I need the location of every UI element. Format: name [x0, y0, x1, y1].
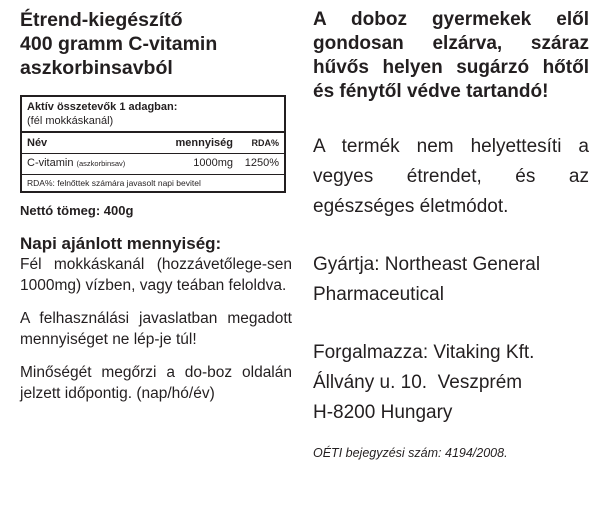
- nutrition-footnote: RDA%: felnőttek számára javasolt napi bevitel: [27, 178, 201, 188]
- title-line-2: 400 gramm C-vitamin: [20, 33, 218, 55]
- distributor-line-2: Állvány u. 10. Veszprém: [313, 372, 523, 393]
- nutrient-amount: 1000mg: [193, 157, 233, 169]
- dosage-text: Fél mokkáskanál (hozzávetőlege-sen 1000mg) vízben, vagy teában feloldva.: [20, 256, 292, 294]
- net-weight: Nettó tömeg: 400g: [20, 203, 134, 218]
- manufacturer-line-1: Gyártja: Northeast General: [313, 254, 541, 275]
- nutrition-serving: (fél mokkáskanál): [27, 115, 114, 127]
- shelf-life-text: Minőségét megőrzi a do-boz oldalán jelzett időpontig. (nap/hó/év): [20, 364, 292, 402]
- distributor-info: [313, 338, 589, 428]
- nutrient-name: C-vitamin (aszkorbinsav): [27, 157, 126, 169]
- nutrition-table: [20, 95, 286, 193]
- divider: [22, 174, 284, 175]
- divider: [22, 131, 284, 133]
- left-column: [20, 8, 292, 404]
- distributor-line-1: Forgalmazza: Vitaking Kft.: [313, 342, 535, 363]
- title-line-3: aszkorbinsavból: [20, 57, 173, 79]
- column-amount: mennyiség: [175, 137, 233, 149]
- product-title: [20, 8, 292, 80]
- registration-number: OÉTI bejegyzési szám: 4194/2008.: [313, 446, 508, 460]
- column-rda: RDA%: [251, 138, 279, 148]
- distributor-line-3: H-8200 Hungary: [313, 402, 453, 423]
- manufacturer-line-2: Pharmaceutical: [313, 284, 444, 305]
- nutrition-heading: Aktív összetevők 1 adagban:: [27, 101, 178, 113]
- nutrient-rda: 1250%: [244, 157, 279, 169]
- replacement-notice: A termék nem helyettesíti a vegyes étrendet, és az egészséges életmódot.: [313, 136, 589, 217]
- storage-warning: A doboz gyermekek elől gondosan elzárva, száraz hűvős helyen sugárzó hőtől és fénytől védve tartandó!: [313, 9, 589, 102]
- column-name: Név: [27, 137, 48, 149]
- dosage-heading: Napi ajánlott mennyiség:: [20, 234, 222, 253]
- divider: [22, 153, 284, 154]
- caution-text: A felhasználási javaslatban megadott mennyiséget ne lép-je túl!: [20, 310, 292, 348]
- nutrition-header-row: [27, 136, 279, 150]
- table-row: [27, 156, 279, 171]
- nutrient-subname: (aszkorbinsav): [76, 159, 126, 168]
- title-line-1: Étrend-kiegészítő: [20, 9, 183, 31]
- right-column: [313, 8, 589, 460]
- manufacturer-info: [313, 250, 589, 310]
